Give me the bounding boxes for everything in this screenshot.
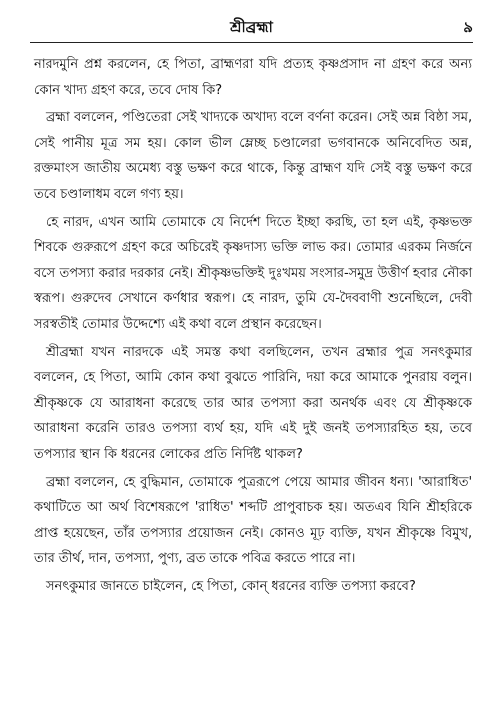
paragraph: শ্রীব্রহ্মা যখন নারদকে এই সমস্ত কথা বলছিলেন, তখন ব্রহ্মার পুত্র সনৎকুমার বললেন, হে পিতা, আমি কোন কথা বুঝতে পারিনি, দয়া করে আমাকে পুনরায় বলুন। শ্রীকৃষ্ণকে যে আরাধনা করেছে তার আর তপস্যা করা অনর্থক এবং যে শ্রীকৃষ্ণকে আরাধনা করেনি তারও তপস্যা ব্যর্থ হয়, যদি এই দুই জনই তপস্যারহিত হয়, তবে তপস্যার স্থান কি ধরনের লোকের প্রতি নির্দিষ্ট থাকল? <box>34 344 472 462</box>
page-number: ৯ <box>463 18 473 36</box>
running-title: শ্রীব্রহ্মা <box>230 18 273 36</box>
paragraph: হে নারদ, এখন আমি তোমাকে যে নির্দেশ দিতে ইচ্ছা করছি, তা হল এই, কৃষ্ণভক্ত শিবকে গুরুরূপে গ্রহণ করে অচিরেই কৃষ্ণদাস্য ভক্তি লাভ কর। তোমার এরকম নির্জনে বসে তপস্যা করার দরকার নেই। শ্রীকৃষ্ণভক্তিই দুঃখময় সংসার-সমুদ্র উত্তীর্ণ হবার নৌকা স্বরূপ। গুরুদেব সেখানে কর্ণধার স্বরূপ। হে নারদ, তুমি যে-দৈববাণী শুনেছিলে, দেবী সরস্বতীই তোমার উদ্দেশ্যে এই কথা বলে প্রস্থান করেছেন। <box>34 214 472 332</box>
paragraph: সনৎকুমার জানতে চাইলেন, হে পিতা, কোন্ ধরনের ব্যক্তি তপস্যা করবে? <box>46 578 416 594</box>
page-body <box>34 52 472 601</box>
header-rule <box>30 42 473 43</box>
paragraph: নারদমুনি প্রশ্ন করলেন, হে পিতা, ব্রাহ্মণরা যদি প্রত্যহ কৃষ্ণপ্রসাদ না গ্রহণ করে অন্য কোন খাদ্য গ্রহণ করে, তবে দোষ কি? <box>34 57 472 98</box>
paragraph: ব্রহ্মা বললেন, হে বুদ্ধিমান, তোমাকে পুত্ররূপে পেয়ে আমার জীবন ধন্য। 'আরাধিত' কথাটিতে আ অর্থ বিশেষরূপে 'রাধিত' শব্দটি প্রাপুবাচক হয়। অতএব যিনি শ্রীহরিকে প্রাপ্ত হয়েছেন, তাঁর তপস্যার প্রয়োজন নেই। কোনও মূঢ় ব্যক্তি, যখন শ্রীকৃষ্ণে বিমুখ, তার তীর্থ, দান, তপস্যা, পুণ্য, ব্রত তাকে পবিত্র করতে পারে না। <box>34 474 472 567</box>
page-header <box>30 14 473 40</box>
paragraph: ব্রহ্মা বললেন, পণ্ডিতেরা সেই খাদ্যকে অখাদ্য বলে বর্ণনা করেন। সেই অন্ন বিষ্ঠা সম, সেই পানীয় মূত্র সম হয়। কোল ভীল ম্লেচ্ছ চণ্ডালেরা ভগবানকে অনিবেদিত অন্ন, রক্তমাংস জাতীয় অমেধ্য বস্তু ভক্ষণ করে থাকে, কিন্তু ব্রাহ্মণ যদি সেই বস্তু ভক্ষণ করে তবে চণ্ডালাধম বলে গণ্য হয়। <box>34 110 472 202</box>
